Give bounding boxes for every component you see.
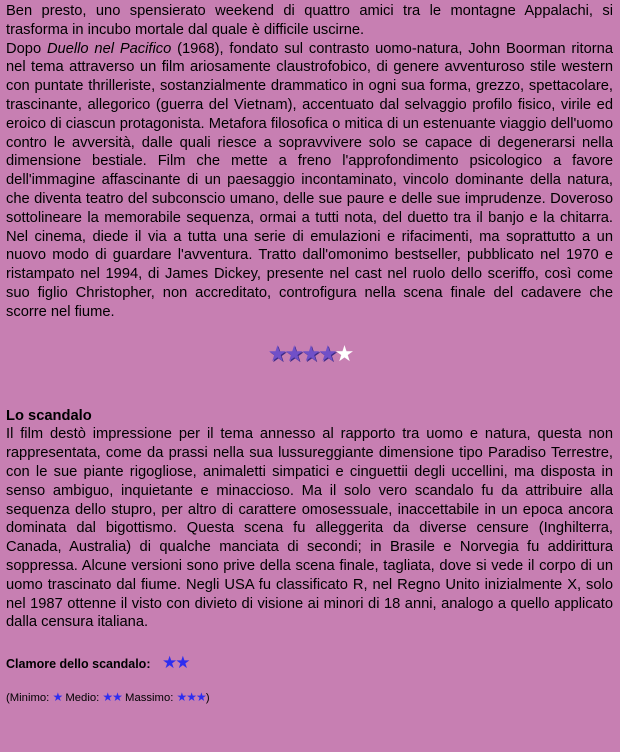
star-filled-icon: ★ [284, 340, 302, 366]
legend-massimo-label: Massimo: [121, 692, 177, 705]
film-title-reference: Duello nel Pacifico [46, 40, 172, 57]
star-filled-icon: ★ [301, 340, 318, 366]
legend-close: ) [205, 692, 210, 705]
article [6, 2, 613, 706]
scandal-text: Il film destò impressione per il tema annesso al rapporto tra uomo e natura, questa non rappresentata, come da prassi nella sua lussureggiante dimensione tipo Paradiso Terrestre, con le sue piante rigogliose, animaletti simpatici e cinguettii degli uccellini, ma disposta in senso ambiguo, inquietante e minaccioso. Ma il solo vero scandalo fu da attribuire alla sequenza dello stupro, per altro di carattere omosessuale, inaccettabile in un epoca ancora dominata dal bigottismo. Questa scena fu alleggerita da diverse censure (Inghilterra, Canada, Australia) di qualche manciata di secondi; in Brasile e Norvegia fu addirittura soppressa. Alcune versioni sono prive della scena finale, tagliata, dove si vede il corpo di un uomo trascinato dal fiume. Negli USA fu classificato R, nel Regno Unito inizialmente X, solo nel 1987 ottenne il visto con divieto di visione ai minori di 18 anni, analogo a quello applicato dalla censura italiana. [6, 426, 613, 631]
star-empty-icon: ★ [334, 340, 352, 366]
rating-stars [6, 342, 613, 366]
review-intro: Ben presto, uno spensierato weekend di quattro amici tra le montagne Appalachi, si trasforma in incubo mortale dal quale è difficile uscirne. [6, 3, 613, 38]
review-body-lead: Dopo [6, 40, 47, 57]
legend-medio-label: Medio: [62, 692, 103, 705]
legend-min-stars-icon: ★ [52, 690, 63, 705]
legend-massimo-stars-icon: ★★★ [176, 690, 206, 705]
legend-medio-stars-icon: ★★ [102, 690, 122, 705]
scandal-title: Lo scandalo [6, 407, 92, 424]
star-filled-icon: ★ [267, 340, 285, 366]
review-body-rest: (1968), fondato sul contrasto uomo-natura, John Boorman ritorna nel tema attraverso un film ariosamente claustrofobico, di genere avventuroso stile western con puntate thrilleriste, sostanzialmente drammatico in ogni sua forma, grezzo, spettacolare, trascinante, allegorico (guerra del Vietnam), accentuato dal selvaggio profilo fisico, virile ed eroico di ciascun protagonista. Metafora filosofica o mitica di un estenuante viaggio dell'uomo contro le avversità, dalle quali riesce a sopravvivere solo se capace di degenerarsi nella dimensione bestiale. Film che mette a freno l'approfondimento psicologico a favore dell'immagine affascinante di un paesaggio incontaminato, vincolo dominante della natura, che diventa teatro del subconscio umano, delle sue paure e delle sue imprudenze. Doveroso sottolineare la memorabile sequenza, ormai a tutti nota, del duetto tra il banjo e la chitarra. Nel cinema, diede il via a tutta una serie di emulazioni e rifacimenti, ma soprattutto a un nuovo modo di guardare l'avventura. Tratto dall'omonimo bestseller, pubblicato nel 1970 e ristampato nel 1994, di James Dickey, presente nel cast nel ruolo dello sceriffo, così come suo figlio Christopher, non accreditato, controfigura nella scena finale del cadavere che scorre nel fiume. [6, 40, 613, 320]
review-body [6, 40, 613, 322]
scandal-legend [6, 689, 613, 706]
star-filled-icon: ★ [317, 340, 335, 366]
clamore-stars-icon: ★★ [161, 653, 189, 673]
clamore-row [6, 654, 613, 673]
clamore-label: Clamore dello scandalo: [6, 657, 151, 672]
legend-open: (Minimo: [6, 692, 53, 705]
